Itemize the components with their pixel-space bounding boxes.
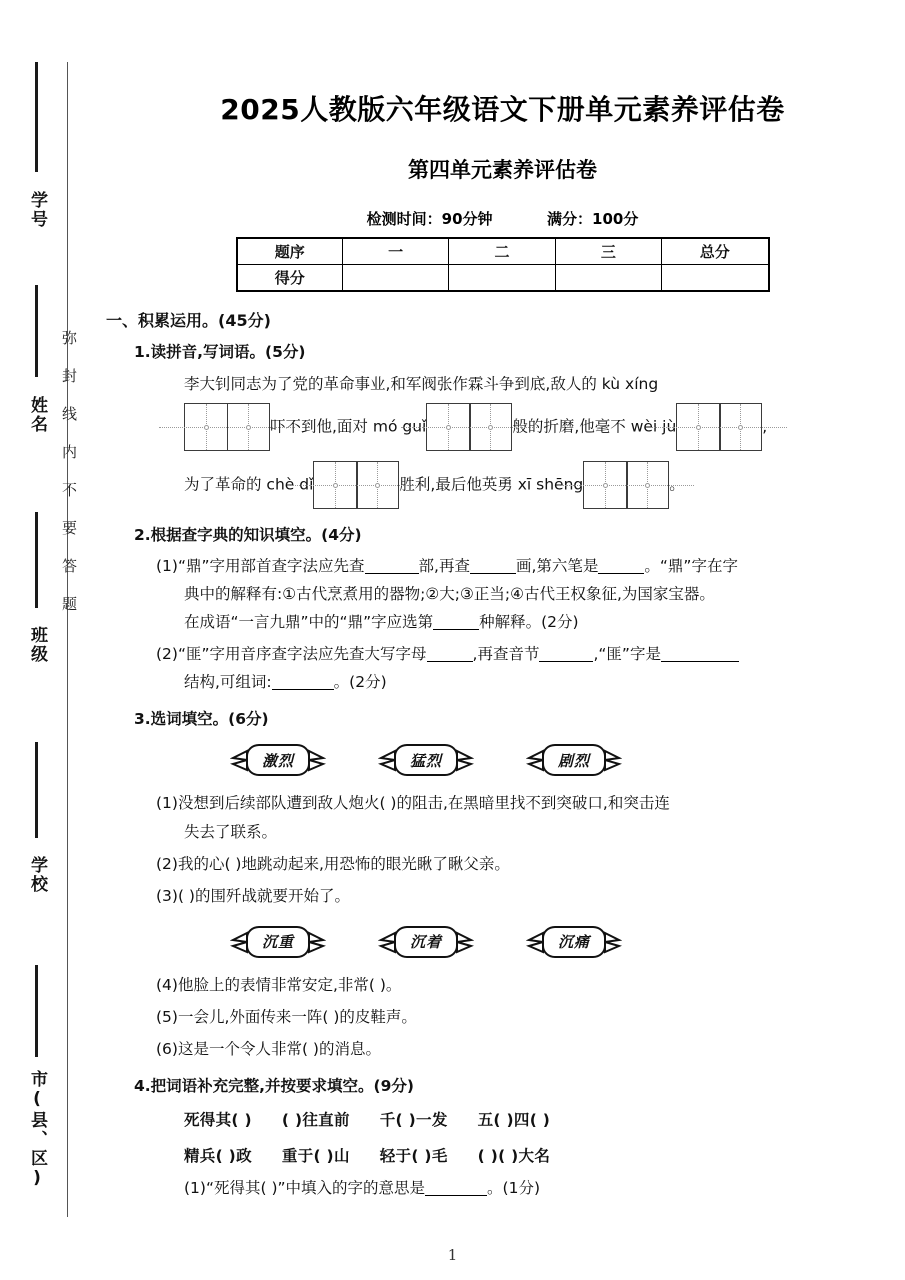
word-choice-chenzhong[interactable] bbox=[230, 923, 326, 963]
word-bank-group-2 bbox=[184, 923, 905, 967]
tianzige-box-chedi[interactable] bbox=[313, 461, 399, 509]
idiom-2[interactable]: ( )往直前 bbox=[281, 1111, 350, 1130]
seal-field-district: 市(县、区) bbox=[27, 1070, 47, 1190]
seal-line bbox=[67, 62, 68, 1217]
q2-text-a: (1)“鼎”字用部首查字法应先查 bbox=[156, 556, 365, 575]
word-choice-menglie[interactable] bbox=[378, 741, 474, 781]
idiom-5[interactable]: 精兵( )政 bbox=[184, 1146, 252, 1165]
seal-field-class: 班级 bbox=[27, 626, 47, 664]
word-label: 剧烈 bbox=[542, 744, 606, 776]
q2-text-e: 在成语“一言九鼎”中的“鼎”字应选第 bbox=[184, 613, 434, 632]
question-4-idioms-row-2 bbox=[184, 1143, 905, 1169]
word-label: 沉痛 bbox=[542, 926, 606, 958]
q2-text-c: 画,第六笔是 bbox=[515, 556, 599, 575]
blank-word-formation[interactable] bbox=[272, 689, 334, 690]
candy-wrapper-right-icon bbox=[604, 930, 622, 955]
question-2-2-line2 bbox=[184, 670, 905, 695]
question-3-item-5: (5)一会儿,外面传来一阵( )的皮鞋声。 bbox=[156, 1007, 417, 1026]
candy-wrapper-right-icon bbox=[456, 748, 474, 773]
question-1-line-3 bbox=[184, 461, 905, 509]
candy-wrapper-right-icon bbox=[308, 930, 326, 955]
q2-text-h: ,再查音节 bbox=[472, 645, 540, 664]
candy-wrapper-right-icon bbox=[308, 748, 326, 773]
q4-text-a: (1)“死得其( )”中填入的字的意思是 bbox=[184, 1178, 426, 1197]
q2-text-f: 种解释。(2分) bbox=[479, 613, 579, 632]
candy-wrapper-right-icon bbox=[456, 930, 474, 955]
tianzige-box-kuxing[interactable] bbox=[184, 403, 270, 451]
q1-text-d: 为了革命的 chè dǐ bbox=[184, 475, 314, 494]
question-3-title: 3.选词填空。(6分) bbox=[134, 710, 269, 729]
question-3-item-3: (3)( )的围歼战就要开始了。 bbox=[156, 886, 350, 905]
idiom-7[interactable]: 轻于( )毛 bbox=[379, 1146, 448, 1165]
score-cell-1[interactable] bbox=[342, 265, 448, 292]
word-choice-chentong[interactable] bbox=[526, 923, 622, 963]
q1-text-f: 。 bbox=[669, 475, 685, 494]
q2-text-j: 结构,可组词: bbox=[184, 673, 272, 692]
question-3-item-1-cont: 失去了联系。 bbox=[184, 822, 278, 841]
page-title: 2025人教版六年级语文下册单元素养评估卷 bbox=[220, 93, 785, 126]
q2-text-d: 。“鼎”字在字 bbox=[644, 556, 738, 575]
score-table-row-label-2: 得分 bbox=[237, 265, 343, 292]
score-table bbox=[236, 237, 770, 292]
blank-character-meaning[interactable] bbox=[425, 1195, 487, 1196]
total-score-label: 满分：100分 bbox=[547, 210, 639, 228]
question-1-line-2 bbox=[184, 403, 905, 451]
page-subtitle: 第四单元素养评估卷 bbox=[408, 158, 597, 182]
idiom-8[interactable]: ( )( )大名 bbox=[477, 1146, 551, 1165]
word-bank-group-1 bbox=[184, 741, 905, 785]
word-choice-chenzhuo[interactable] bbox=[378, 923, 474, 963]
blank-structure[interactable] bbox=[661, 661, 739, 662]
blank-strokes[interactable] bbox=[470, 573, 516, 574]
tianzige-box-weiju[interactable] bbox=[676, 403, 762, 451]
question-2-1-line2: 典中的解释有:①古代烹煮用的器物;②大;③正当;④古代王权象征,为国家宝器。 bbox=[184, 584, 715, 603]
paper-content bbox=[100, 0, 905, 1280]
score-table-col-total: 总分 bbox=[662, 238, 769, 265]
blank-sixth-stroke[interactable] bbox=[598, 573, 644, 574]
score-table-col-3: 三 bbox=[555, 238, 661, 265]
table-row-header bbox=[237, 238, 769, 265]
seal-rule-segment bbox=[35, 285, 38, 377]
question-4-sub-1 bbox=[184, 1176, 905, 1201]
question-2-title: 2.根据查字典的知识填空。(4分) bbox=[134, 525, 362, 544]
blank-capital-letter[interactable] bbox=[427, 661, 473, 662]
seal-field-student-id: 学号 bbox=[27, 191, 47, 229]
word-label: 沉着 bbox=[394, 926, 458, 958]
blank-radical[interactable] bbox=[365, 573, 419, 574]
question-2-1 bbox=[156, 554, 905, 579]
question-4-title: 4.把词语补充完整,并按要求填空。(9分) bbox=[134, 1077, 415, 1096]
score-cell-total[interactable] bbox=[662, 265, 769, 292]
question-3-item-6: (6)这是一个令人非常( )的消息。 bbox=[156, 1040, 381, 1059]
question-3-item-1: (1)没想到后续部队遭到敌人炮火( )的阻击,在黑暗里找不到突破口,和突击连 bbox=[156, 794, 670, 813]
question-1-title: 1.读拼音,写词语。(5分) bbox=[134, 343, 306, 361]
idiom-6[interactable]: 重于( )山 bbox=[281, 1146, 350, 1165]
q2-text-k: 。(2分) bbox=[333, 673, 387, 692]
seal-warning-text: 弥封线内不要答题 bbox=[60, 330, 78, 634]
score-cell-2[interactable] bbox=[449, 265, 555, 292]
score-table-col-1: 一 bbox=[342, 238, 448, 265]
seal-rule-segment bbox=[35, 512, 38, 608]
score-cell-3[interactable] bbox=[555, 265, 661, 292]
candy-wrapper-right-icon bbox=[604, 748, 622, 773]
idiom-4[interactable]: 五( )四( ) bbox=[477, 1111, 551, 1130]
blank-syllable[interactable] bbox=[539, 661, 593, 662]
exam-meta bbox=[100, 208, 905, 229]
seal-rule-segment bbox=[35, 742, 38, 838]
q2-text-g: (2)“匪”字用音序查字法应先查大写字母 bbox=[156, 645, 427, 664]
tianzige-box-mogui[interactable] bbox=[426, 403, 512, 451]
question-2-1-line3 bbox=[184, 610, 905, 635]
seal-rule-segment bbox=[35, 965, 38, 1057]
idiom-3[interactable]: 千( )一发 bbox=[379, 1111, 448, 1130]
tianzige-box-xisheng[interactable] bbox=[583, 461, 669, 509]
page-number: 1 bbox=[447, 1246, 458, 1264]
question-3-item-2: (2)我的心( )地跳动起来,用恐怖的眼光瞅了瞅父亲。 bbox=[156, 854, 510, 873]
word-label: 猛烈 bbox=[394, 744, 458, 776]
q1-text-e: 胜利,最后他英勇 xī shēng bbox=[399, 475, 584, 494]
seal-rule-segment bbox=[35, 62, 38, 172]
question-3-item-4: (4)他脸上的表情非常安定,非常( )。 bbox=[156, 975, 402, 994]
word-choice-julie[interactable] bbox=[526, 741, 622, 781]
exam-time-label: 检测时间：90分钟 bbox=[366, 210, 493, 228]
question-2-2 bbox=[156, 642, 905, 667]
word-choice-jilie[interactable] bbox=[230, 741, 326, 781]
idiom-1[interactable]: 死得其( ) bbox=[184, 1111, 252, 1130]
q2-text-i: ,“匪”字是 bbox=[593, 645, 661, 664]
seal-margin bbox=[0, 0, 100, 1280]
question-1-line-1: 李大钊同志为了党的革命事业,和军阀张作霖斗争到底,敌人的 kù xíng bbox=[184, 375, 659, 394]
q1-text-c: , bbox=[762, 417, 768, 436]
q4-text-b: 。(1分) bbox=[487, 1178, 541, 1197]
blank-meaning-choice[interactable] bbox=[433, 629, 479, 630]
q1-text-a: 吓不到他,面对 mó guǐ bbox=[270, 417, 427, 436]
word-label: 沉重 bbox=[246, 926, 310, 958]
score-table-row-label: 题序 bbox=[237, 238, 343, 265]
score-table-col-2: 二 bbox=[449, 238, 555, 265]
seal-field-name: 姓名 bbox=[27, 396, 47, 434]
q1-text-b: 般的折磨,他毫不 wèi jù bbox=[512, 417, 677, 436]
section-heading-1: 一、积累运用。(45分) bbox=[106, 311, 271, 330]
seal-field-school: 学校 bbox=[27, 856, 47, 894]
table-row-scores bbox=[237, 265, 769, 292]
question-4-idioms-row-1 bbox=[184, 1107, 905, 1133]
q2-text-b: 部,再查 bbox=[418, 556, 470, 575]
word-label: 激烈 bbox=[246, 744, 310, 776]
